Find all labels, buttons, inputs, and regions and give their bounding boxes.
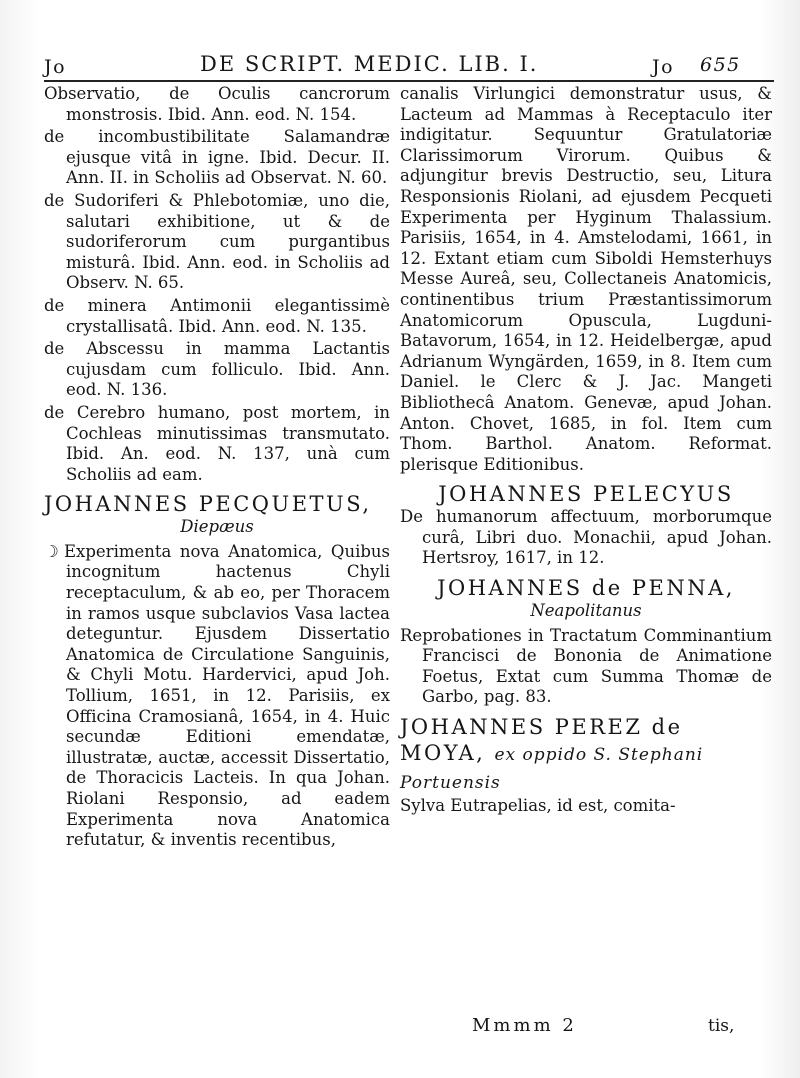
author-origin: Neapolitanus: [530, 601, 642, 621]
header-title: DE SCRIPT. MEDIC. LIB. I.: [200, 52, 539, 76]
bibliography-entry: de incombustibilitate Salamandræ ejusque vitâ in igne. Ibid. Decur. II. Ann. II. in Scholiis ad Observat. N. 60.: [44, 127, 390, 188]
author-work: [44, 542, 390, 851]
author-work-text: Experimenta nova Anatomica, Quibus incognitum hactenus Chyli receptaculum, & ab eo, per Thoracem in ramos usque subclavios Vasa lactea deteguntur. Ejusdem Dissertatio Anatomica de Circulatione Sanguinis, & Chyli Motu. Hardervici, apud Joh. Tollium, 1651, in 12. Parisiis, ex Officina Cramosianâ, 1654, in 4. Huic secundæ Editioni emendatæ, illustratæ, auctæ, accessit Dissertatio, de Thoracicis Lacteis. In qua Johan. Riolani Responsio, ad eadem Experimenta nova Anatomica refutatur, & inventis recentibus,: [64, 541, 390, 850]
moon-mark-icon: ☽: [44, 541, 59, 561]
author-work: Sylva Eutrapelias, id est, comita-: [400, 796, 676, 816]
bibliography-entry: de Cerebro humano, post mortem, in Cochleas minutissimas transmutato. Ibid. An. eod. N. 137, unà cum Scholiis ad eam.: [44, 402, 390, 484]
author-heading: [400, 714, 772, 796]
author-work: De humanorum affectuum, morborumque curâ, Libri duo. Monachii, apud Johan. Hertsroy, 1617, in 12.: [400, 507, 772, 568]
author-work: Reprobationes in Tractatum Comminantium Francisci de Bononia de Animatione Foetus, Extat cum Summa Thomæ de Garbo, pag. 83.: [400, 625, 772, 707]
bibliography-entry: Observatio, de Oculis cancrorum monstrosis. Ibid. Ann. eod. N. 154.: [44, 84, 390, 124]
bibliography-entry: de Abscessu in mamma Lactantis cujusdam cum folliculo. Ibid. Ann. eod. N. 136.: [44, 339, 390, 400]
header-right-marker: Jo: [652, 56, 675, 78]
running-header: [38, 52, 778, 82]
signature-mark: Mmmm 2: [472, 1015, 577, 1036]
author-origin: ex oppido S. Stephani Portuensis: [400, 745, 704, 794]
author-heading: JOHANNES PECQUETUS,: [44, 492, 372, 517]
catchword: tis,: [708, 1016, 735, 1036]
header-left-marker: Jo: [44, 56, 67, 78]
header-rule: [44, 80, 774, 82]
right-column: [400, 84, 772, 817]
bibliography-entry: de minera Antimonii elegantissimè crystallisatâ. Ibid. Ann. eod. N. 135.: [44, 295, 390, 336]
bibliography-entry: de Sudoriferi & Phlebotomiæ, uno die, salutari exhibitione, ut & de sudoriferorum cum purgantibus misturâ. Ibid. Ann. eod. in Scholiis ad Observ. N. 65.: [44, 190, 390, 293]
left-column: [44, 84, 390, 851]
author-origin: Diepæus: [180, 517, 254, 537]
continuation-text: canalis Virlungici demonstratur usus, & Lacteum ad Mammas à Receptaculo iter indigitatur. Sequuntur Gratulatoriæ Clarissimorum Virorum. Quibus & adjungitur brevis Destructio, seu, Litura Responsionis Riolani, ad ejusdem Pecqueti Experimenta per Hyginum Thalassium. Parisiis, 1654, in 4. Amstelodami, 1661, in 12. Extant etiam cum Siboldi Hemsterhuys Messe Aureâ, seu, Collectaneis Anatomicis, continentibus trium Præstantissimorum Anatomicorum Opuscula, Lugduni-Batavorum, 1654, in 12. Heidelbergæ, apud Adrianum Wyngärden, 1659, in 8. Item cum Daniel. le Clerc & J. Jac. Mangeti Bibliothecâ Anatom. Genevæ, apud Johan. Anton. Chovet, 1685, in fol. Item cum Thom. Barthol. Anatom. Reformat. plerisque Editionibus.: [400, 84, 772, 474]
author-heading: JOHANNES PELECYUS: [438, 482, 734, 507]
author-name: JOHANNES PEREZ de MOYA,: [400, 715, 683, 766]
author-heading: JOHANNES de PENNA,: [437, 576, 735, 601]
page-number: 655: [700, 54, 741, 76]
